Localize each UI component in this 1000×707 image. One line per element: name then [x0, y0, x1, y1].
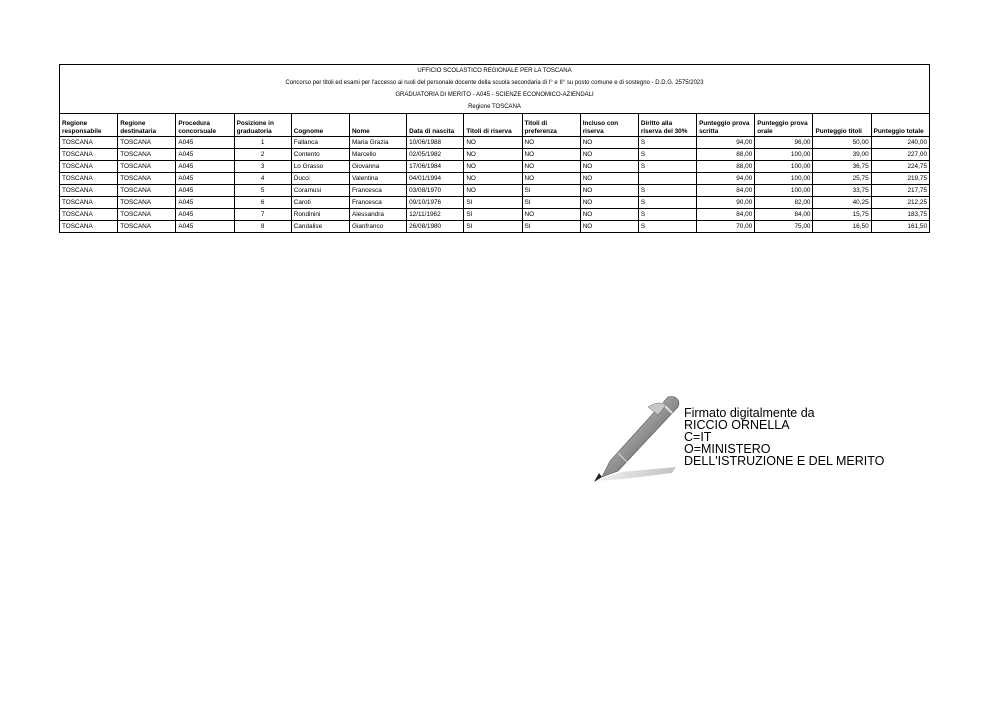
- table-cell: 84,00: [755, 209, 813, 221]
- table-cell: 3: [234, 161, 291, 173]
- table-cell: 183,75: [871, 209, 929, 221]
- table-cell: 03/08/1970: [407, 185, 464, 197]
- table-row: [60, 221, 930, 233]
- table-cell: 212,25: [871, 197, 929, 209]
- table-cell: 16,50: [813, 221, 871, 233]
- column-header: Regione responsabile: [60, 114, 118, 137]
- table-cell: 33,75: [813, 185, 871, 197]
- table-cell: Rondinini: [291, 209, 349, 221]
- column-header: Titoli di preferenza: [522, 114, 580, 137]
- table-cell: TOSCANA: [118, 221, 176, 233]
- table-cell: S: [638, 149, 696, 161]
- table-cell: TOSCANA: [118, 185, 176, 197]
- table-cell: NO: [522, 137, 580, 149]
- sheet-header: [59, 64, 930, 113]
- table-cell: 94,00: [697, 137, 755, 149]
- table-cell: Alessandra: [349, 209, 406, 221]
- table-cell: A045: [176, 173, 234, 185]
- table-cell: Maria Grazia: [349, 137, 406, 149]
- table-cell: A045: [176, 149, 234, 161]
- table-cell: TOSCANA: [60, 185, 118, 197]
- table-cell: A045: [176, 185, 234, 197]
- table-cell: 217,75: [871, 185, 929, 197]
- signature-line-1: Firmato digitalmente da: [684, 406, 815, 420]
- table-cell: SI: [522, 197, 580, 209]
- table-cell: 84,00: [697, 209, 755, 221]
- table-cell: 227,00: [871, 149, 929, 161]
- table-cell: NO: [522, 161, 580, 173]
- table-cell: Fallanca: [291, 137, 349, 149]
- table-cell: 6: [234, 197, 291, 209]
- table-cell: NO: [580, 185, 638, 197]
- column-header: Procedura concorsuale: [176, 114, 234, 137]
- table-cell: TOSCANA: [60, 137, 118, 149]
- table-cell: TOSCANA: [60, 161, 118, 173]
- table-cell: TOSCANA: [60, 173, 118, 185]
- signature-line-3: C=IT: [684, 430, 712, 444]
- table-cell: TOSCANA: [118, 173, 176, 185]
- office-title: UFFICIO SCOLASTICO REGIONALE PER LA TOSCANA: [417, 68, 572, 74]
- table-cell: Contento: [291, 149, 349, 161]
- table-row: [60, 137, 930, 149]
- table-cell: Francesca: [349, 185, 406, 197]
- table-cell: Lo Grasso: [291, 161, 349, 173]
- table-cell: TOSCANA: [118, 197, 176, 209]
- table-cell: S: [638, 221, 696, 233]
- signature-line-2: RICCIO ORNELLA: [684, 418, 790, 432]
- signature-line-4: O=MINISTERO: [684, 442, 771, 456]
- table-cell: TOSCANA: [118, 137, 176, 149]
- table-cell: NO: [522, 173, 580, 185]
- table-row: [60, 149, 930, 161]
- table-cell: NO: [580, 149, 638, 161]
- table-cell: Marcello: [349, 149, 406, 161]
- table-cell: SI: [464, 221, 522, 233]
- table-cell: NO: [464, 161, 522, 173]
- table-row: [60, 173, 930, 185]
- table-cell: TOSCANA: [118, 161, 176, 173]
- table-cell: NO: [522, 209, 580, 221]
- table-row: [60, 161, 930, 173]
- table-cell: 161,50: [871, 221, 929, 233]
- table-cell: NO: [464, 173, 522, 185]
- table-cell: Valentina: [349, 173, 406, 185]
- table-cell: A045: [176, 137, 234, 149]
- table-cell: NO: [580, 161, 638, 173]
- table-cell: 240,00: [871, 137, 929, 149]
- table-cell: 90,00: [697, 197, 755, 209]
- table-cell: 12/11/1962: [407, 209, 464, 221]
- region-title: Regione TOSCANA: [468, 104, 521, 110]
- table-cell: 82,00: [755, 197, 813, 209]
- table-cell: 39,00: [813, 149, 871, 161]
- table-cell: 88,00: [697, 149, 755, 161]
- table-cell: TOSCANA: [60, 197, 118, 209]
- pen-icon: [588, 393, 684, 485]
- column-header: Data di nascita: [407, 114, 464, 137]
- column-header: Posizione in graduatoria: [234, 114, 291, 137]
- table-cell: S: [638, 185, 696, 197]
- ranking-table: [59, 113, 930, 233]
- table-cell: 88,00: [697, 161, 755, 173]
- table-cell: 15,75: [813, 209, 871, 221]
- table-cell: 04/01/1994: [407, 173, 464, 185]
- table-body: [60, 137, 930, 233]
- table-cell: 94,00: [697, 173, 755, 185]
- table-cell: Candalise: [291, 221, 349, 233]
- table-cell: 10/06/1988: [407, 137, 464, 149]
- table-header-row: [60, 114, 930, 137]
- table-cell: NO: [580, 209, 638, 221]
- table-cell: 36,75: [813, 161, 871, 173]
- table-cell: A045: [176, 209, 234, 221]
- competition-title: Concorso per titoli ed esami per l'accesso ai ruoli del personale docente della scuola secondaria di I° e II° su posto comune e di sostegno - D.D.G. 2575/2023: [285, 80, 704, 86]
- table-cell: 224,75: [871, 161, 929, 173]
- table-cell: 4: [234, 173, 291, 185]
- table-cell: NO: [580, 221, 638, 233]
- table-cell: NO: [580, 137, 638, 149]
- table-cell: 100,00: [755, 161, 813, 173]
- table-cell: 219,75: [871, 173, 929, 185]
- column-header: Nome: [349, 114, 406, 137]
- column-header: Punteggio prova orale: [755, 114, 813, 137]
- table-cell: TOSCANA: [60, 149, 118, 161]
- table-cell: TOSCANA: [118, 149, 176, 161]
- table-cell: [638, 173, 696, 185]
- column-header: Titoli di riserva: [464, 114, 522, 137]
- signature-text: [684, 407, 884, 467]
- column-header: Cognome: [291, 114, 349, 137]
- table-cell: 02/05/1982: [407, 149, 464, 161]
- table-cell: 26/08/1980: [407, 221, 464, 233]
- table-cell: 25,75: [813, 173, 871, 185]
- table-cell: NO: [580, 173, 638, 185]
- column-header: Punteggio prova scritta: [697, 114, 755, 137]
- table-cell: 100,00: [755, 173, 813, 185]
- table-cell: SI: [464, 209, 522, 221]
- table-cell: 2: [234, 149, 291, 161]
- ranking-sheet: [59, 64, 930, 233]
- column-header: Incluso con riserva: [580, 114, 638, 137]
- table-cell: S: [638, 197, 696, 209]
- table-cell: A045: [176, 197, 234, 209]
- table-cell: 75,00: [755, 221, 813, 233]
- ranking-title: GRADUATORIA DI MERITO - A045 - SCIENZE ECONOMICO-AZIENDALI: [395, 92, 594, 98]
- table-cell: NO: [580, 197, 638, 209]
- column-header: Punteggio titoli: [813, 114, 871, 137]
- table-cell: Ducci: [291, 173, 349, 185]
- table-cell: 40,25: [813, 197, 871, 209]
- table-cell: TOSCANA: [118, 209, 176, 221]
- table-row: [60, 185, 930, 197]
- table-row: [60, 197, 930, 209]
- table-cell: 5: [234, 185, 291, 197]
- table-cell: SI: [464, 197, 522, 209]
- table-cell: 17/06/1984: [407, 161, 464, 173]
- column-header: Diritto alla riserva del 30%: [638, 114, 696, 137]
- table-cell: NO: [522, 149, 580, 161]
- table-cell: A045: [176, 161, 234, 173]
- table-cell: 96,00: [755, 137, 813, 149]
- digital-signature: [588, 393, 918, 488]
- table-cell: NO: [464, 185, 522, 197]
- table-cell: 50,00: [813, 137, 871, 149]
- table-cell: 100,00: [755, 185, 813, 197]
- table-cell: Caroti: [291, 197, 349, 209]
- table-cell: NO: [464, 149, 522, 161]
- table-cell: 100,00: [755, 149, 813, 161]
- table-cell: Francesca: [349, 197, 406, 209]
- table-cell: 09/10/1976: [407, 197, 464, 209]
- table-cell: Giovanna: [349, 161, 406, 173]
- table-cell: 84,00: [697, 185, 755, 197]
- table-cell: 1: [234, 137, 291, 149]
- table-cell: 7: [234, 209, 291, 221]
- table-cell: 8: [234, 221, 291, 233]
- signature-line-5: DELL'ISTRUZIONE E DEL MERITO: [684, 454, 885, 468]
- table-cell: A045: [176, 221, 234, 233]
- table-cell: NO: [464, 137, 522, 149]
- table-cell: SI: [522, 221, 580, 233]
- table-cell: TOSCANA: [60, 221, 118, 233]
- table-cell: TOSCANA: [60, 209, 118, 221]
- column-header: Punteggio totale: [871, 114, 929, 137]
- table-cell: S: [638, 137, 696, 149]
- table-cell: S: [638, 209, 696, 221]
- table-cell: S: [638, 161, 696, 173]
- column-header: Regione destinataria: [118, 114, 176, 137]
- table-row: [60, 209, 930, 221]
- table-cell: Gianfranco: [349, 221, 406, 233]
- table-cell: Coramusi: [291, 185, 349, 197]
- table-cell: SI: [522, 185, 580, 197]
- table-cell: 70,00: [697, 221, 755, 233]
